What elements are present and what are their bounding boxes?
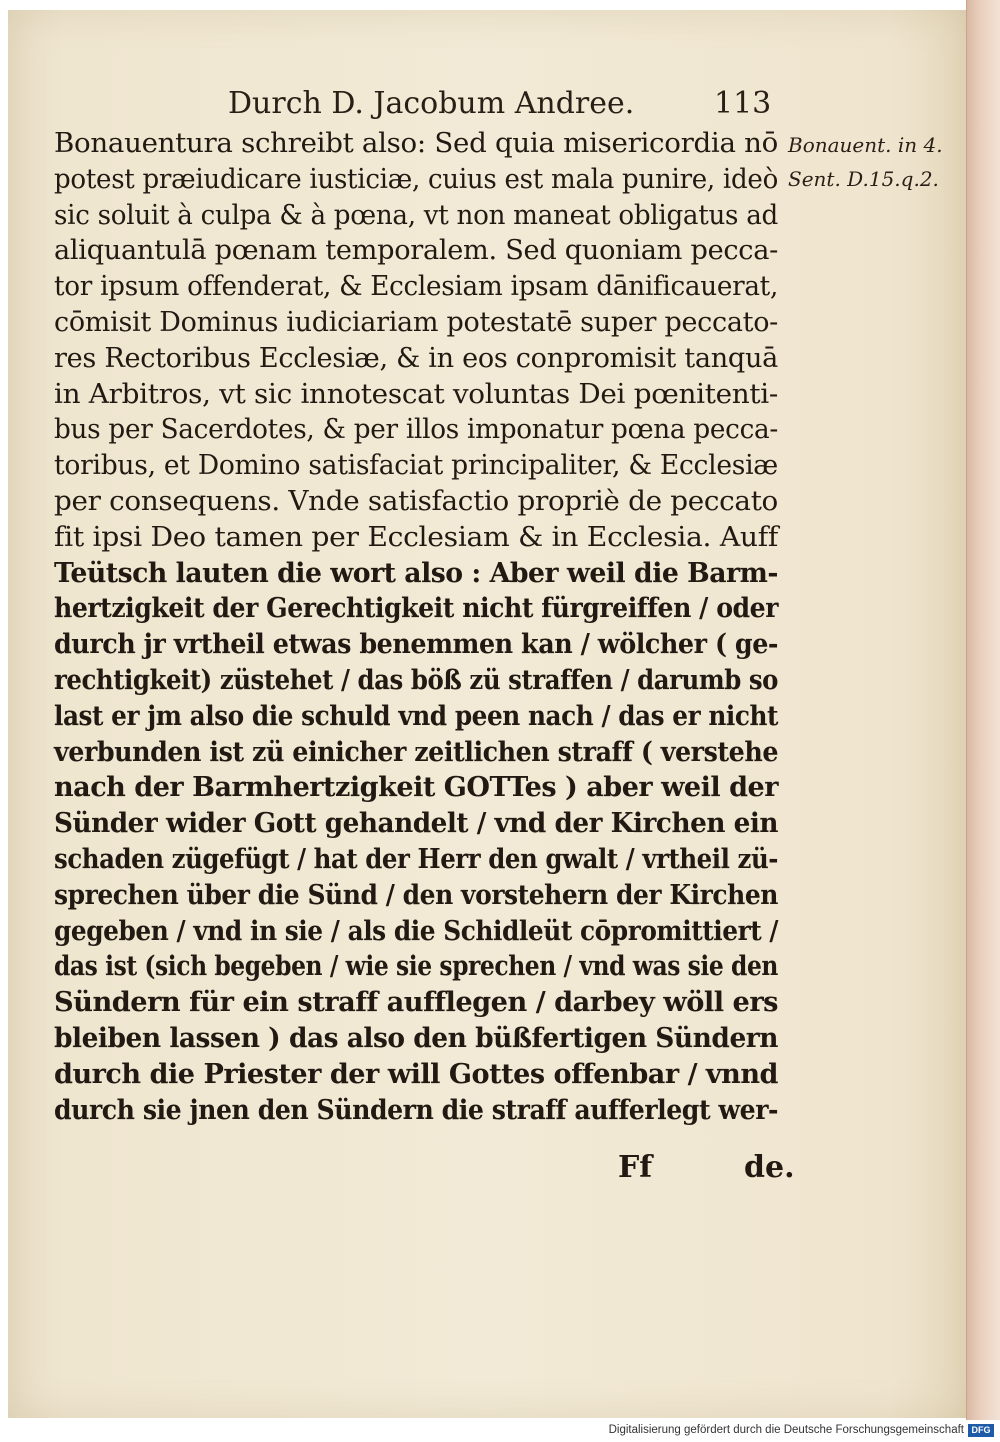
catchword: de. xyxy=(744,1150,795,1185)
signature-mark: Ff xyxy=(618,1150,653,1185)
text-line: Sünder wider Gott gehandelt / vnd der Kirchen ein xyxy=(54,808,778,840)
text-line: bus per Sacerdotes, & per illos imponatur pœna pecca- xyxy=(54,413,778,446)
text-line: Bonauentura schreibt also: Sed quia misericordia nō xyxy=(54,127,778,159)
dfg-logo-icon: DFG xyxy=(968,1424,994,1437)
page-edge xyxy=(966,0,1000,1420)
text-line: bleiben lassen ) das also den büßfertigen Sündern xyxy=(54,1022,778,1054)
page-number: 113 xyxy=(714,86,772,121)
text-line: durch sie jnen den Sündern die straff aufferlegt wer- xyxy=(54,1094,778,1126)
text-line: aliquantulā pœnam temporalem. Sed quoniam pecca- xyxy=(54,234,778,267)
text-line: Teütsch lauten die wort also : Aber weil die Barm- xyxy=(54,557,778,589)
text-line: verbunden ist zü einicher zeitlichen straff ( verstehe xyxy=(54,736,778,768)
text-line: potest præiudicare iusticiæ, cuius est mala punire, ideò xyxy=(54,162,778,195)
text-line: rechtigkeit) züstehet / das böß zü straffen / darumb so xyxy=(54,664,778,696)
text-line: fit ipsi Deo tamen per Ecclesiam & in Ecclesia. Auff xyxy=(54,520,778,553)
running-head xyxy=(228,86,788,126)
marginal-note-line: Sent. D.15.q.2. xyxy=(788,167,939,191)
text-line: nach der Barmhertzigkeit GOTTes ) aber weil der xyxy=(54,772,778,804)
text-line: Sündern für ein straff aufflegen / darbey wöll ers xyxy=(54,987,778,1019)
text-line: res Rectoribus Ecclesiæ, & in eos conpromisit tanquā xyxy=(54,341,778,374)
text-line: hertzigkeit der Gerechtigkeit nicht fürgreiffen / oder xyxy=(54,593,778,625)
text-line: schaden zügefügt / hat der Herr den gwalt / vrtheil zü- xyxy=(54,843,778,875)
body-text xyxy=(54,126,794,1128)
text-line: sic soluit à culpa & à pœna, vt non maneat obligatus ad xyxy=(54,198,778,231)
marginal-note-line: Bonauent. in 4. xyxy=(788,133,943,157)
text-line: last er jm also die schuld vnd peen nach / das er nicht xyxy=(54,700,778,732)
text-line: toribus, et Domino satisfaciat principaliter, & Ecclesiæ xyxy=(54,449,778,482)
funding-credit: Digitalisierung gefördert durch die Deutsche Forschungsgemeinschaft xyxy=(608,1424,964,1436)
text-line: gegeben / vnd in sie / als die Schidleüt cōpromittiert / xyxy=(54,915,778,947)
text-line: tor ipsum offenderat, & Ecclesiam ipsam dānificauerat, xyxy=(54,270,778,303)
text-line: in Arbitros, vt sic innotescat voluntas Dei pœnitenti- xyxy=(54,377,778,410)
catchword-row xyxy=(54,1150,794,1190)
text-line: cōmisit Dominus iudiciariam potestatē super peccato- xyxy=(54,305,778,338)
text-line: per consequens. Vnde satisfactio propriè de peccato xyxy=(54,484,778,517)
footer xyxy=(0,1420,1000,1442)
text-line: das ist (sich begeben / wie sie sprechen / vnd was sie den xyxy=(54,951,778,983)
marginal-note xyxy=(788,128,958,196)
text-line: sprechen über die Sünd / den vorstehern der Kirchen xyxy=(54,879,778,911)
text-line: durch jr vrtheil etwas benemmen kan / wölcher ( ge- xyxy=(54,629,778,661)
running-head-title: Durch D. Jacobum Andree. xyxy=(228,86,635,121)
text-line: durch die Priester der will Gottes offenbar / vnnd xyxy=(54,1058,778,1090)
